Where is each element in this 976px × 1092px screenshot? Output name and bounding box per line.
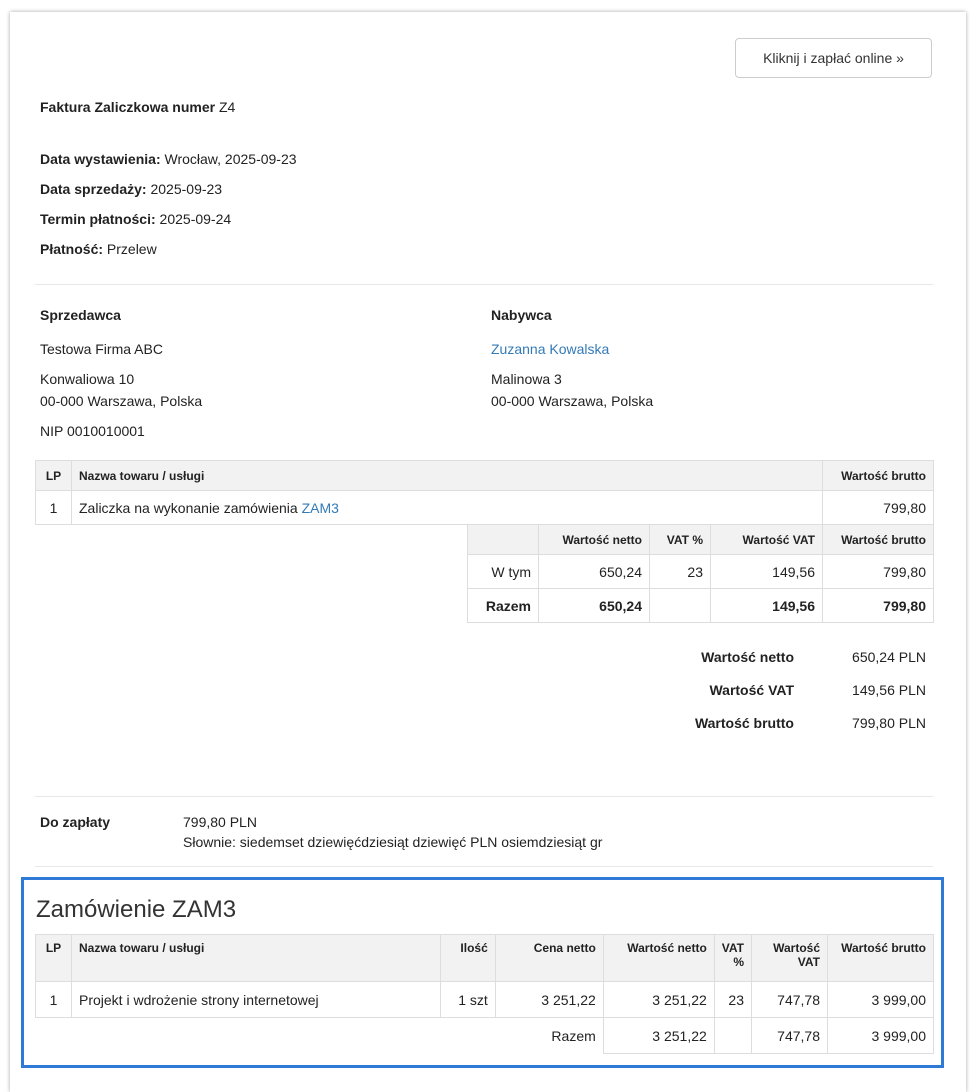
order-col-vat: Wartość VAT [752,935,828,982]
total-row-gross: 799,80 [823,589,934,623]
issue-date-label: Data wystawienia: [40,151,161,167]
total-gross-label: Wartość brutto [694,715,794,731]
due-date-value: 2025-09-24 [159,211,232,227]
order-total-vat-pct [714,1018,751,1054]
total-vat-value: 149,56 PLN [852,682,926,698]
total-row-vat: 149,56 [711,589,823,623]
total-net-label: Wartość netto [701,649,794,665]
order-col-name: Nazwa towaru / usługi [72,935,441,982]
vat-col-vat: Wartość VAT [711,525,823,555]
order-total-empty [72,1018,441,1054]
buyer-heading-text: Nabywca [491,307,552,323]
order-total-label: Razem [551,1027,596,1044]
order-col-net: Wartość netto [603,935,714,982]
table-row [36,491,934,525]
buyer-name-link[interactable]: Zuzanna Kowalska [491,341,610,357]
vat-table-header [468,525,934,555]
table-row [468,555,934,589]
row-gross: 799,80 [823,491,934,525]
order-col-qty: Ilość [440,935,495,982]
payment-method-value: Przelew [106,241,157,257]
divider [35,284,933,285]
divider [35,866,933,867]
to-pay-label: Do zapłaty [40,814,111,830]
order-row-gross: 3 999,00 [828,982,934,1018]
row-name [72,491,823,525]
seller-heading [40,307,121,323]
seller-street: Konwaliowa 10 [40,371,135,387]
vat-row-vat: 149,56 [711,555,823,589]
order-col-lp: LP [36,935,72,982]
vat-col-gross: Wartość brutto [823,525,934,555]
to-pay-words: Słownie: siedemset dziewięćdziesiąt dziewięć PLN osiemdziesiąt gr [183,834,603,850]
vat-row-pct: 23 [650,555,711,589]
total-net-value: 650,24 PLN [852,649,926,665]
seller-nip: NIP 0010010001 [40,423,145,439]
order-row-name: Projekt i wdrożenie strony internetowej [72,982,441,1018]
order-title: Zamówienie ZAM3 [36,896,237,923]
divider [35,796,933,797]
order-row-qty: 1 szt [440,982,495,1018]
buyer-street: Malinowa 3 [491,371,562,387]
col-lp: LP [36,461,72,491]
pay-online-button[interactable]: Kliknij i zapłać online » [735,38,932,78]
vat-col-label [468,525,539,555]
order-row-lp: 1 [36,982,72,1018]
buyer-city: 00-000 Warszawa, Polska [491,393,654,409]
order-total-gross: 3 999,00 [828,1018,934,1054]
order-row-vat: 747,78 [752,982,828,1018]
order-row-vat-pct: 23 [714,982,751,1018]
col-gross: Wartość brutto [823,461,934,491]
seller-heading-text: Sprzedawca [40,307,121,323]
total-row-net: 650,24 [539,589,650,623]
total-row-label: Razem [468,589,539,623]
due-date [40,211,231,227]
order-total-net: 3 251,22 [603,1018,714,1054]
row-lp: 1 [36,491,72,525]
issue-date-value: Wrocław, 2025-09-23 [164,151,297,167]
issue-date [40,151,297,167]
seller-name: Testowa Firma ABC [40,341,163,357]
items-table [35,460,934,525]
order-col-vat-pct: VAT % [714,935,751,982]
vat-row-gross: 799,80 [823,555,934,589]
sale-date-label: Data sprzedaży: [40,181,147,197]
payment-method [40,241,157,257]
vat-row-net: 650,24 [539,555,650,589]
total-gross-value: 799,80 PLN [852,715,926,731]
sale-date [40,181,222,197]
total-row-pct [650,589,711,623]
vat-col-pct: VAT % [650,525,711,555]
seller-city: 00-000 Warszawa, Polska [40,393,203,409]
row-name-text: Zaliczka na wykonanie zamówienia [79,499,298,516]
vat-row-label: W tym [468,555,539,589]
buyer-heading [491,307,552,323]
invoice-title [40,99,235,115]
sale-date-value: 2025-09-23 [150,181,223,197]
order-total-empty [36,1018,72,1054]
total-vat-label: Wartość VAT [709,682,794,698]
order-table [35,934,934,1054]
table-row [36,982,934,1018]
order-col-unit-net: Cena netto [495,935,603,982]
order-row-net: 3 251,22 [603,982,714,1018]
due-date-label: Termin płatności: [40,211,156,227]
vat-summary-table [467,524,934,623]
to-pay-amount: 799,80 PLN [183,814,257,830]
vat-col-net: Wartość netto [539,525,650,555]
invoice-number: Z4 [218,99,236,115]
order-table-header [36,935,934,982]
order-link[interactable]: ZAM3 [301,499,339,516]
table-row [36,1018,934,1054]
order-total-empty [440,1018,495,1054]
order-total-vat: 747,78 [752,1018,828,1054]
order-row-unit-net: 3 251,22 [495,982,603,1018]
col-name: Nazwa towaru / usługi [72,461,823,491]
items-table-header [36,461,934,491]
order-col-gross: Wartość brutto [828,935,934,982]
invoice-title-label: Faktura Zaliczkowa numer [40,99,216,115]
table-row [468,589,934,623]
payment-method-label: Płatność: [40,241,104,257]
